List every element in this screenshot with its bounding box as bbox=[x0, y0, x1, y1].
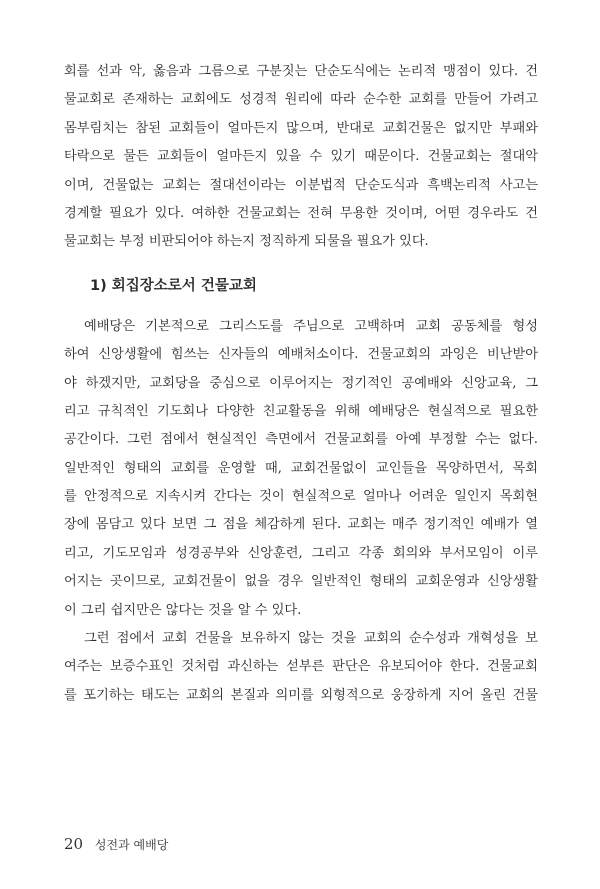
text-line: 이 그리 쉽지만은 않다는 것을 알 수 있다. bbox=[64, 602, 302, 618]
text-line: 야 하겠지만, 교회당을 중심으로 이루어지는 정기적인 공예배와 신앙교육, 그 bbox=[64, 375, 538, 391]
page-number: 20 bbox=[64, 835, 84, 853]
text-line: 물교회로 존재하는 교회에도 성경적 원리에 따라 순수한 교회를 만들어 가려고 bbox=[64, 92, 538, 108]
text-line: 어지는 곳이므로, 교회건물이 없을 경우 일반적인 형태의 교회운영과 신앙생활 bbox=[64, 574, 538, 590]
text-line: 공간이다. 그런 점에서 현실적인 측면에서 건물교회를 아예 부정할 수는 없다. bbox=[64, 432, 538, 448]
text-line: 이며, 건물없는 교회는 절대선이라는 이분법적 단순도식과 흑백논리적 사고는 bbox=[64, 177, 538, 193]
text-line: 예배당은 기본적으로 그리스도를 주님으로 고백하며 교회 공동체를 형성 bbox=[84, 318, 538, 334]
paragraph-1 bbox=[64, 58, 538, 257]
paragraph-3 bbox=[64, 625, 538, 710]
text-line: 몸부림치는 참된 교회들이 얼마든지 많으며, 반대로 교회건물은 없지만 부패와 bbox=[64, 120, 538, 136]
text-line: 리고 규칙적인 기도회나 다양한 친교활동을 위해 예배당은 현실적으로 필요한 bbox=[64, 403, 538, 419]
book-title: 성전과 예배당 bbox=[94, 838, 169, 852]
text-line: 일반적인 형태의 교회를 운영할 때, 교회건물없이 교인들을 목양하면서, 목회 bbox=[64, 460, 538, 476]
text-line: 그런 점에서 교회 건물을 보유하지 않는 것을 교회의 순수성과 개혁성을 보 bbox=[84, 631, 538, 647]
text-line: 경계할 필요가 있다. 여하한 건물교회는 전혀 무용한 것이며, 어떤 경우라도 건 bbox=[64, 205, 538, 221]
paragraph-2 bbox=[64, 313, 538, 625]
text-line: 물교회는 부정 비판되어야 하는지 정직하게 되물을 필요가 있다. bbox=[64, 234, 429, 250]
page-footer bbox=[64, 835, 168, 853]
text-line: 회를 선과 악, 옳음과 그름으로 구분짓는 단순도식에는 논리적 맹점이 있다. 건 bbox=[64, 64, 538, 79]
text-line: 리고, 기도모임과 성경공부와 신앙훈련, 그리고 각종 회의와 부서모임이 이루 bbox=[64, 545, 538, 561]
text-line: 를 안정적으로 지속시켜 간다는 것이 현실적으로 얼마나 어려운 일인지 목회현 bbox=[64, 489, 538, 505]
text-line: 장에 몸담고 있다 보면 그 점을 체감하게 된다. 교회는 매주 정기적인 예배가 열 bbox=[64, 517, 538, 533]
page-body bbox=[64, 58, 538, 710]
text-line: 를 포기하는 태도는 교회의 본질과 의미를 외형적으로 웅장하게 지어 올린 건물 bbox=[64, 687, 538, 703]
text-line: 여주는 보증수표인 것처럼 과신하는 섣부른 판단은 유보되어야 한다. 건물교회 bbox=[64, 659, 538, 675]
text-line: 하여 신앙생활에 힘쓰는 신자들의 예배처소이다. 건물교회의 과잉은 비난받아 bbox=[64, 347, 538, 363]
text-line: 타락으로 물든 교회들이 얼마든지 있을 수 있기 때문이다. 건물교회는 절대악 bbox=[64, 149, 538, 165]
section-heading: 1) 회집장소로서 건물교회 bbox=[90, 277, 257, 294]
